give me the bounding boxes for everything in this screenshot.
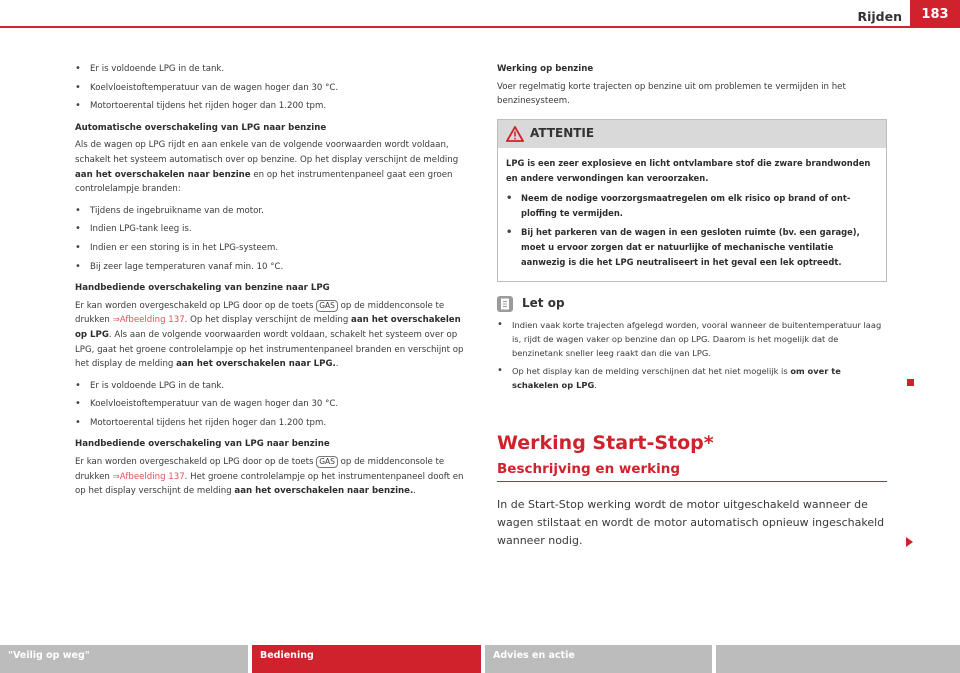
note-list <box>497 318 887 392</box>
manual-to-petrol-paragraph: Er kan worden overgeschakeld op LPG door op de toets GAS op de middenconsole te drukken ⇒Afbeelding 137. Het groene controlelampje op het instrumentenpaneel dooft en op het display verschijnt de melding aan het overschakelen naar benzine.. <box>75 457 464 497</box>
intro-paragraph: In de Start-Stop werking wordt de motor uitgeschakeld wanneer de wagen stilstaat en wordt de motor automatisch opnieuw ingeschakeld wanneer nodig. <box>497 496 887 550</box>
manual-to-petrol-heading: Handbediende overschakeling van LPG naar benzine <box>75 439 330 450</box>
header-rule <box>0 26 960 28</box>
list-item: • Bij het parkeren van de wagen in een gesloten ruimte (bv. een garage), moet u ervoor zorgen dat er natuurlijke of mechanische ventilatie aanwezig is die het LPG neutraliseert in het geval een lek optreedt. <box>506 225 878 270</box>
warning-triangle-icon <box>506 126 524 142</box>
gas-key-icon: GAS <box>316 300 338 312</box>
note-header <box>497 296 887 312</box>
gas-key-icon: GAS <box>316 456 338 468</box>
list-item: • Indien LPG-tank leeg is. <box>75 222 471 237</box>
list-item: • Op het display kan de melding verschijnen dat het niet mogelijk is om over te schakelen op LPG. <box>497 364 887 392</box>
warning-paragraph: LPG is een zeer explosieve en licht ontvlambare stof die zware brandwonden en andere verwondingen kan veroorzaken. <box>506 157 871 183</box>
manual-to-lpg-heading: Handbediende overschakeling van benzine naar LPG <box>75 283 330 294</box>
subsection-title: Beschrijving en werking <box>497 461 681 478</box>
tab-advice[interactable]: Advies en actie <box>485 645 712 673</box>
manual-to-lpg-paragraph: Er kan worden overgeschakeld op LPG door op de toets GAS op de middenconsole te drukken ⇒Afbeelding 137. Op het display verschijnt de melding aan het overschakelen op LPG. Als aan de volgende voorwaarden wordt voldaan, schakelt het systeem over op LPG, gaat het groene controlelampje op het instrumentenpaneel branden en verschijnt op het display de melding aan het overschakelen naar LPG.. <box>75 300 464 370</box>
list-item: • Motortoerental tijdens het rijden hoger dan 1.200 tpm. <box>75 416 471 431</box>
section-end-marker <box>907 379 914 386</box>
list-item: • Indien er een storing is in het LPG-systeem. <box>75 241 471 256</box>
list-item: • Koelvloeistoftemperatuur van de wagen hoger dan 30 °C. <box>75 397 471 412</box>
subsection-rule <box>497 481 887 482</box>
warning-header <box>498 120 886 148</box>
page-number: 183 <box>910 0 960 26</box>
section-title: Werking Start-Stop* <box>497 431 714 454</box>
tab-operation[interactable]: Bediening <box>252 645 481 673</box>
list-item: • Er is voldoende LPG in de tank. <box>75 62 471 77</box>
list-item: • Tijdens de ingebruikname van de motor. <box>75 204 471 219</box>
figure-link[interactable]: ⇒Afbeelding 137 <box>112 315 185 326</box>
list-item: • Bij zeer lage temperaturen vanaf min. 10 °C. <box>75 260 471 275</box>
figure-link[interactable]: ⇒Afbeelding 137 <box>112 471 185 482</box>
warning-list <box>506 191 878 270</box>
conditions-list-1 <box>75 62 471 114</box>
left-column <box>75 62 471 506</box>
continue-arrow-icon <box>906 537 913 547</box>
list-item: • Indien vaak korte trajecten afgelegd worden, vooral wanneer de buitentemperatuur laag is, rijdt de wagen vaker op benzine dan op LPG. Daarom is het mogelijk dat de benzinetank sneller leeg raakt dan die van LPG. <box>497 318 887 360</box>
right-column <box>497 62 887 550</box>
conditions-list-2 <box>75 204 471 274</box>
tab-technical[interactable] <box>716 645 960 673</box>
chapter-title: Rijden <box>857 9 902 24</box>
tab-safety[interactable]: "Veilig op weg" <box>0 645 248 673</box>
warning-box <box>497 119 887 282</box>
warning-body <box>498 148 886 281</box>
auto-switch-heading: Automatische overschakeling van LPG naar benzine <box>75 122 327 133</box>
footer-tabs <box>0 645 960 673</box>
note-icon <box>497 296 513 312</box>
list-item: • Er is voldoende LPG in de tank. <box>75 379 471 394</box>
list-item: • Neem de nodige voorzorgsmaatregelen om elk risico op brand of ontploffing te vermijden. <box>506 191 878 221</box>
list-item: • Koelvloeistoftemperatuur van de wagen hoger dan 30 °C. <box>75 81 471 96</box>
petrol-operation-heading: Werking op benzine <box>497 64 594 74</box>
conditions-list-3 <box>75 379 471 431</box>
list-item: • Motortoerental tijdens het rijden hoger dan 1.200 tpm. <box>75 99 471 114</box>
warning-title: ATTENTIE <box>530 126 595 141</box>
petrol-operation-paragraph: Voer regelmatig korte trajecten op benzine uit om problemen te vermijden in het benzinesysteem. <box>497 81 846 107</box>
note-title: Let op <box>522 296 565 311</box>
auto-switch-paragraph: Als de wagen op LPG rijdt en aan enkele van de volgende voorwaarden wordt voldaan, schakelt het systeem automatisch over op benzine. Op het display verschijnt de melding aan het overschakelen naar benzine en op het instrumentenpaneel gaat een groen controlelampje branden: <box>75 140 459 195</box>
